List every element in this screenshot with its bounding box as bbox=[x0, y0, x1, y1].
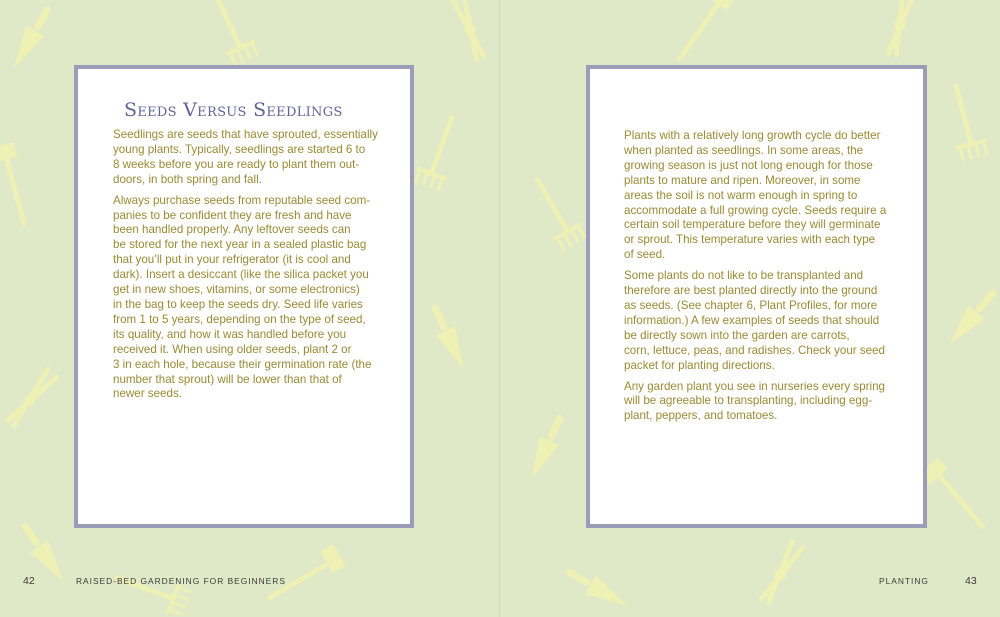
left-paragraph-1 bbox=[113, 128, 403, 188]
page-number-left: 42 bbox=[23, 575, 35, 587]
text-line: in the bag to keep the seeds dry. Seed life varies bbox=[113, 297, 363, 311]
text-line: young plants. Typically, seedlings are started 6 to bbox=[113, 142, 366, 156]
text-line: from 1 to 5 years, depending on the type of seed, bbox=[113, 312, 366, 326]
text-line: will be agreeable to transplanting, including egg- bbox=[624, 394, 873, 408]
text-line: panies to be confident they are fresh and have bbox=[113, 208, 352, 222]
text-line: received it. When using older seeds, plant 2 or bbox=[113, 342, 352, 356]
hoe-icon bbox=[668, 0, 734, 64]
text-line: Seedlings are seeds that have sprouted, essentially bbox=[113, 128, 378, 141]
text-line: Any garden plant you see in nurseries every spring bbox=[624, 379, 886, 393]
rake-icon bbox=[203, 0, 259, 65]
hoe-icon bbox=[920, 458, 990, 535]
hoe-icon bbox=[0, 143, 34, 227]
section-heading: Seeds Versus Seedlings bbox=[124, 99, 343, 121]
text-line: plants to mature and ripen. Moreover, in some bbox=[624, 173, 861, 187]
text-line: certain soil temperature before they will germinate bbox=[624, 218, 881, 232]
text-line: get in new shoes, vitamins, or some electronics) bbox=[113, 283, 360, 297]
text-line: plant, peppers, and tomatoes. bbox=[624, 409, 778, 423]
text-line: Always purchase seeds from reputable seed com- bbox=[113, 193, 371, 207]
text-line: number that sprout) will be lower than that of bbox=[113, 372, 342, 386]
text-line: Some plants do not like to be transplanted and bbox=[624, 269, 864, 283]
rake-icon bbox=[525, 173, 586, 250]
left-paragraph-2 bbox=[113, 194, 403, 403]
left-text-panel bbox=[74, 65, 414, 528]
text-line: be stored for the next year in a sealed plastic bag bbox=[113, 238, 367, 252]
text-line: packet for planting directions. bbox=[624, 358, 775, 372]
text-line: when planted as seedlings. In some areas, the bbox=[624, 143, 864, 157]
text-line: growing season is just not long enough for those bbox=[624, 158, 873, 172]
trowel-icon bbox=[425, 301, 472, 371]
page-gutter bbox=[499, 0, 500, 617]
shears-icon bbox=[886, 0, 914, 56]
shears-icon bbox=[6, 369, 57, 427]
shears-icon bbox=[760, 542, 803, 604]
right-body-text bbox=[624, 129, 916, 430]
running-head-left: RAISED-BED GARDENING FOR BEGINNERS bbox=[76, 576, 286, 586]
running-head-right: PLANTING bbox=[879, 576, 929, 586]
text-line: dark). Insert a desiccant (like the silica packet you bbox=[113, 268, 369, 282]
trowel-icon bbox=[523, 411, 570, 481]
text-line: information.) A few examples of seeds that should bbox=[624, 313, 880, 327]
text-line: of seed. bbox=[624, 248, 666, 262]
text-line: newer seeds. bbox=[113, 387, 182, 401]
text-line: areas the soil is not warm enough in spring to bbox=[624, 188, 858, 202]
text-line: 3 in each hole, because their germination rate (the bbox=[113, 357, 372, 371]
trowel-icon bbox=[6, 2, 57, 71]
right-paragraph-3 bbox=[624, 380, 916, 425]
rake-icon bbox=[942, 83, 988, 161]
trowel-icon bbox=[943, 284, 1000, 349]
page-number-right: 43 bbox=[965, 575, 977, 587]
text-line: therefore are best planted directly into the ground bbox=[624, 284, 878, 298]
text-line: or sprout. This temperature varies with each type bbox=[624, 233, 876, 247]
right-text-panel bbox=[586, 65, 927, 528]
text-line: be directly sown into the garden are carrots, bbox=[624, 328, 850, 342]
text-line: doors, in both spring and fall. bbox=[113, 172, 262, 186]
right-paragraph-1 bbox=[624, 129, 916, 263]
rake-icon bbox=[414, 112, 465, 190]
trowel-icon bbox=[562, 562, 631, 613]
text-line: 8 weeks before you are ready to plant them out- bbox=[113, 157, 360, 171]
text-line: accommodate a full growing cycle. Seeds require a bbox=[624, 203, 887, 217]
rake-icon bbox=[112, 565, 190, 616]
text-line: as seeds. (See chapter 6, Plant Profiles, for more bbox=[624, 298, 878, 312]
text-line: corn, lettuce, peas, and radishes. Check your seed bbox=[624, 343, 886, 357]
text-line: its quality, and how it was handled before you bbox=[113, 327, 347, 341]
text-line: Plants with a relatively long growth cycle do better bbox=[624, 129, 881, 142]
text-line: that you’ll put in your refrigerator (it is cool and bbox=[113, 253, 351, 267]
shears-icon bbox=[452, 0, 486, 60]
right-paragraph-2 bbox=[624, 269, 916, 373]
text-line: been handled properly. Any leftover seeds can bbox=[113, 223, 351, 237]
left-body-text bbox=[113, 128, 403, 408]
